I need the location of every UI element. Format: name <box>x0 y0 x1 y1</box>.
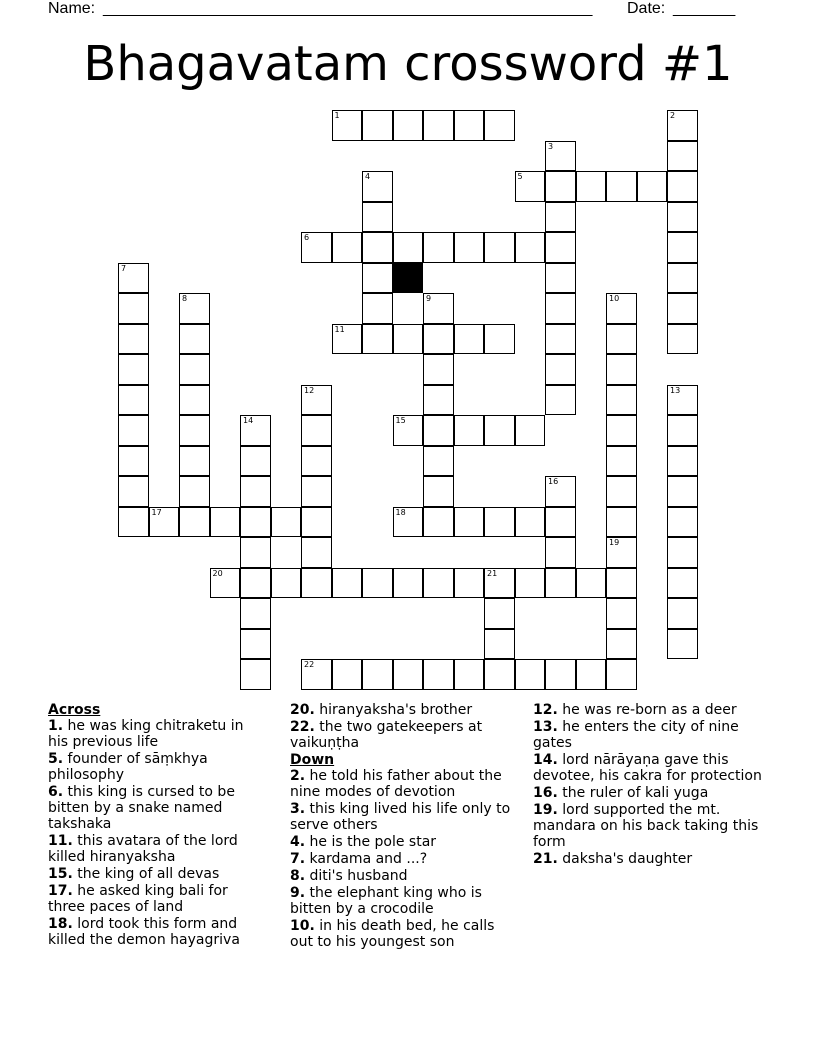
grid-cell[interactable] <box>301 537 332 568</box>
grid-cell[interactable] <box>362 568 393 599</box>
grid-cell[interactable] <box>240 568 271 599</box>
grid-cell[interactable] <box>423 446 454 477</box>
grid-cell[interactable] <box>606 598 637 629</box>
clue-number: 2 <box>670 111 676 120</box>
grid-cell[interactable] <box>667 415 698 446</box>
grid-cell[interactable] <box>332 110 363 141</box>
grid-cell[interactable] <box>545 232 576 263</box>
clue-number: 15 <box>395 416 406 425</box>
grid-cell[interactable] <box>484 568 515 599</box>
grid-cell[interactable] <box>545 507 576 538</box>
date-label: Date: <box>627 0 670 17</box>
clues-column-3 <box>533 702 773 868</box>
grid-cell[interactable] <box>240 629 271 660</box>
grid-cell[interactable] <box>667 324 698 355</box>
clue-number: 8 <box>182 294 188 303</box>
grid-cell[interactable] <box>393 232 424 263</box>
grid-cell[interactable] <box>179 507 210 538</box>
clue-number: 11 <box>334 324 345 334</box>
grid-cell[interactable] <box>240 446 271 477</box>
grid-cell[interactable] <box>301 568 332 599</box>
grid-cell[interactable] <box>240 537 271 568</box>
grid-cell[interactable] <box>301 507 332 538</box>
grid-cell[interactable] <box>484 659 515 690</box>
down-heading: Down <box>290 752 335 768</box>
grid-cell[interactable] <box>332 232 363 263</box>
down-clue: 13. he enters the city of nine gates <box>533 719 739 751</box>
down-clue: 3. this king lived his life only to serve others <box>290 801 511 833</box>
grid-cell[interactable] <box>667 476 698 507</box>
grid-cell[interactable] <box>667 507 698 538</box>
clue-number: 14 <box>243 416 254 425</box>
grid-cell[interactable] <box>301 415 332 446</box>
grid-cell[interactable] <box>454 232 485 263</box>
name-label: Name: <box>48 0 100 17</box>
grid-cell[interactable] <box>362 324 393 355</box>
across-clue: 1. he was king chitraketu in his previous life <box>48 718 244 750</box>
grid-cell[interactable] <box>454 415 485 446</box>
clues-column-1 <box>48 702 263 949</box>
grid-cell[interactable] <box>606 446 637 477</box>
grid-cell[interactable] <box>393 324 424 355</box>
grid-cell[interactable] <box>667 171 698 202</box>
grid-cell[interactable] <box>515 232 546 263</box>
clue-number: 5 <box>517 172 523 181</box>
grid-cell[interactable] <box>179 476 210 507</box>
grid-cell[interactable] <box>423 568 454 599</box>
grid-cell[interactable] <box>362 263 393 294</box>
down-clue: 9. the elephant king who is bitten by a crocodile <box>290 885 482 917</box>
grid-cell[interactable] <box>362 659 393 690</box>
grid-cell[interactable] <box>423 507 454 538</box>
grid-cell[interactable] <box>118 263 149 294</box>
grid-cell[interactable] <box>210 568 241 599</box>
grid-cell[interactable] <box>118 385 149 416</box>
grid-cell[interactable] <box>423 385 454 416</box>
clue-number: 13 <box>670 385 681 395</box>
clue-number: 6 <box>304 233 310 242</box>
grid-cell[interactable] <box>667 293 698 324</box>
grid-cell[interactable] <box>667 598 698 629</box>
clue-number: 21 <box>487 568 498 578</box>
grid-cell[interactable] <box>515 507 546 538</box>
grid-cell[interactable] <box>362 110 393 141</box>
grid-cell[interactable] <box>240 598 271 629</box>
grid-cell[interactable] <box>637 171 668 202</box>
across-clue: 17. he asked king bali for three paces of land <box>48 883 228 915</box>
grid-cell[interactable] <box>271 507 302 538</box>
grid-cell[interactable] <box>545 476 576 507</box>
grid-cell[interactable] <box>240 415 271 446</box>
clue-number: 18 <box>395 507 406 517</box>
grid-cell[interactable] <box>271 568 302 599</box>
across-clue: 11. this avatara of the lord killed hiranyaksha <box>48 833 238 865</box>
grid-cell[interactable] <box>606 476 637 507</box>
grid-cell[interactable] <box>454 659 485 690</box>
grid-cell[interactable] <box>667 202 698 233</box>
grid-cell[interactable] <box>118 354 149 385</box>
grid-cell[interactable] <box>179 354 210 385</box>
grid-cell[interactable] <box>240 507 271 538</box>
grid-cell[interactable] <box>606 415 637 446</box>
grid-cell[interactable] <box>423 293 454 324</box>
grid-cell[interactable] <box>118 446 149 477</box>
down-clue: 12. he was re-born as a deer <box>533 702 737 718</box>
grid-cell[interactable] <box>667 629 698 660</box>
grid-cell[interactable] <box>606 537 637 568</box>
clue-number: 9 <box>426 294 432 303</box>
down-clue: 19. lord supported the mt. mandara on his back taking this form <box>533 802 759 850</box>
grid-cell[interactable] <box>484 232 515 263</box>
grid-cell[interactable] <box>545 568 576 599</box>
grid-cell[interactable] <box>515 659 546 690</box>
across-clue: 15. the king of all devas <box>48 866 220 882</box>
grid-cell[interactable] <box>454 324 485 355</box>
grid-cell[interactable] <box>332 324 363 355</box>
grid-cell[interactable] <box>576 171 607 202</box>
grid-cell[interactable] <box>393 507 424 538</box>
grid-cell[interactable] <box>301 385 332 416</box>
grid-cell[interactable] <box>667 263 698 294</box>
grid-cell[interactable] <box>606 293 637 324</box>
across-heading: Across <box>48 702 101 718</box>
grid-cell[interactable] <box>210 507 241 538</box>
grid-cell[interactable] <box>454 568 485 599</box>
grid-cell[interactable] <box>667 446 698 477</box>
grid-cell[interactable] <box>606 354 637 385</box>
grid-cell[interactable] <box>118 415 149 446</box>
grid-cell[interactable] <box>515 171 546 202</box>
date-field[interactable]: _______ <box>673 0 736 17</box>
grid-cell[interactable] <box>393 659 424 690</box>
page-title: Bhagavatam crossword #1 <box>83 36 733 92</box>
grid-cell[interactable] <box>545 171 576 202</box>
grid-cell[interactable] <box>240 659 271 690</box>
grid-cell[interactable] <box>301 446 332 477</box>
grid-cell[interactable] <box>484 324 515 355</box>
grid-cell[interactable] <box>545 263 576 294</box>
grid-cell[interactable] <box>301 659 332 690</box>
grid-cell[interactable] <box>362 232 393 263</box>
across-clue: 22. the two gatekeepers at vaikuṇṭha <box>290 719 483 751</box>
grid-cell[interactable] <box>606 324 637 355</box>
across-clue: 5. founder of sāṃkhya philosophy <box>48 751 208 783</box>
down-clue: 7. kardama and ...? <box>290 851 428 867</box>
grid-cell[interactable] <box>545 385 576 416</box>
across-clue: 6. this king is cursed to be bitten by a snake named takshaka <box>48 784 235 832</box>
black-square <box>393 263 424 294</box>
clue-number: 22 <box>304 660 315 669</box>
grid-cell[interactable] <box>423 659 454 690</box>
grid-cell[interactable] <box>362 171 393 202</box>
grid-cell[interactable] <box>515 415 546 446</box>
grid-cell[interactable] <box>484 629 515 660</box>
grid-cell[interactable] <box>332 659 363 690</box>
clue-number: 1 <box>334 111 340 120</box>
grid-cell[interactable] <box>179 415 210 446</box>
grid-cell[interactable] <box>545 354 576 385</box>
grid-cell[interactable] <box>545 202 576 233</box>
grid-cell[interactable] <box>667 385 698 416</box>
grid-cell[interactable] <box>667 141 698 172</box>
down-clue: 16. the ruler of kali yuga <box>533 785 709 801</box>
across-clue: 20. hiranyaksha's brother <box>290 702 473 718</box>
clue-number: 17 <box>151 507 162 517</box>
grid-cell[interactable] <box>362 202 393 233</box>
grid-cell[interactable] <box>149 507 180 538</box>
clues-column-2 <box>290 702 515 951</box>
grid-cell[interactable] <box>545 141 576 172</box>
grid-cell[interactable] <box>362 293 393 324</box>
grid-cell[interactable] <box>179 324 210 355</box>
down-clue: 8. diti's husband <box>290 868 408 884</box>
down-clue: 14. lord nārāyaṇa gave this devotee, his cakra for protection <box>533 752 762 784</box>
grid-cell[interactable] <box>606 629 637 660</box>
clue-number: 3 <box>548 141 554 151</box>
grid-cell[interactable] <box>454 110 485 141</box>
grid-cell[interactable] <box>484 507 515 538</box>
grid-cell[interactable] <box>423 110 454 141</box>
grid-cell[interactable] <box>423 415 454 446</box>
grid-cell[interactable] <box>667 110 698 141</box>
down-clue: 4. he is the pole star <box>290 834 437 850</box>
grid-cell[interactable] <box>393 568 424 599</box>
clue-number: 10 <box>609 294 620 303</box>
down-clue: 21. daksha's daughter <box>533 851 693 867</box>
down-clue: 2. he told his father about the nine modes of devotion <box>290 768 502 800</box>
clue-number: 12 <box>304 385 315 395</box>
grid-cell[interactable] <box>606 385 637 416</box>
grid-cell[interactable] <box>667 232 698 263</box>
down-clue: 10. in his death bed, he calls out to his youngest son <box>290 918 495 950</box>
grid-cell[interactable] <box>454 507 485 538</box>
grid-cell[interactable] <box>118 324 149 355</box>
grid-cell[interactable] <box>545 324 576 355</box>
grid-cell[interactable] <box>179 446 210 477</box>
grid-cell[interactable] <box>423 232 454 263</box>
clue-number: 7 <box>121 263 127 273</box>
grid-cell[interactable] <box>393 110 424 141</box>
grid-cell[interactable] <box>118 293 149 324</box>
grid-cell[interactable] <box>515 568 546 599</box>
grid-cell[interactable] <box>606 171 637 202</box>
grid-cell[interactable] <box>667 537 698 568</box>
grid-cell[interactable] <box>301 232 332 263</box>
clue-number: 19 <box>609 538 620 547</box>
grid-cell[interactable] <box>576 659 607 690</box>
grid-cell[interactable] <box>484 415 515 446</box>
grid-cell[interactable] <box>606 568 637 599</box>
name-field[interactable]: _______________________________________________________ <box>103 0 593 17</box>
grid-cell[interactable] <box>179 293 210 324</box>
clue-number: 4 <box>365 172 371 181</box>
grid-cell[interactable] <box>484 598 515 629</box>
grid-cell[interactable] <box>545 293 576 324</box>
grid-cell[interactable] <box>240 476 271 507</box>
grid-cell[interactable] <box>667 568 698 599</box>
grid-cell[interactable] <box>393 415 424 446</box>
grid-cell[interactable] <box>423 354 454 385</box>
grid-cell[interactable] <box>545 659 576 690</box>
clue-number: 16 <box>548 477 559 486</box>
grid-cell[interactable] <box>606 659 637 690</box>
grid-cell[interactable] <box>118 476 149 507</box>
grid-cell[interactable] <box>484 110 515 141</box>
grid-cell[interactable] <box>332 568 363 599</box>
grid-cell[interactable] <box>118 507 149 538</box>
grid-cell[interactable] <box>423 476 454 507</box>
clue-number: 20 <box>212 568 223 578</box>
across-clue: 18. lord took this form and killed the demon hayagriva <box>48 916 240 948</box>
grid-cell[interactable] <box>606 507 637 538</box>
grid-cell[interactable] <box>576 568 607 599</box>
grid-cell[interactable] <box>423 324 454 355</box>
grid-cell[interactable] <box>545 537 576 568</box>
grid-cell[interactable] <box>179 385 210 416</box>
grid-cell[interactable] <box>301 476 332 507</box>
